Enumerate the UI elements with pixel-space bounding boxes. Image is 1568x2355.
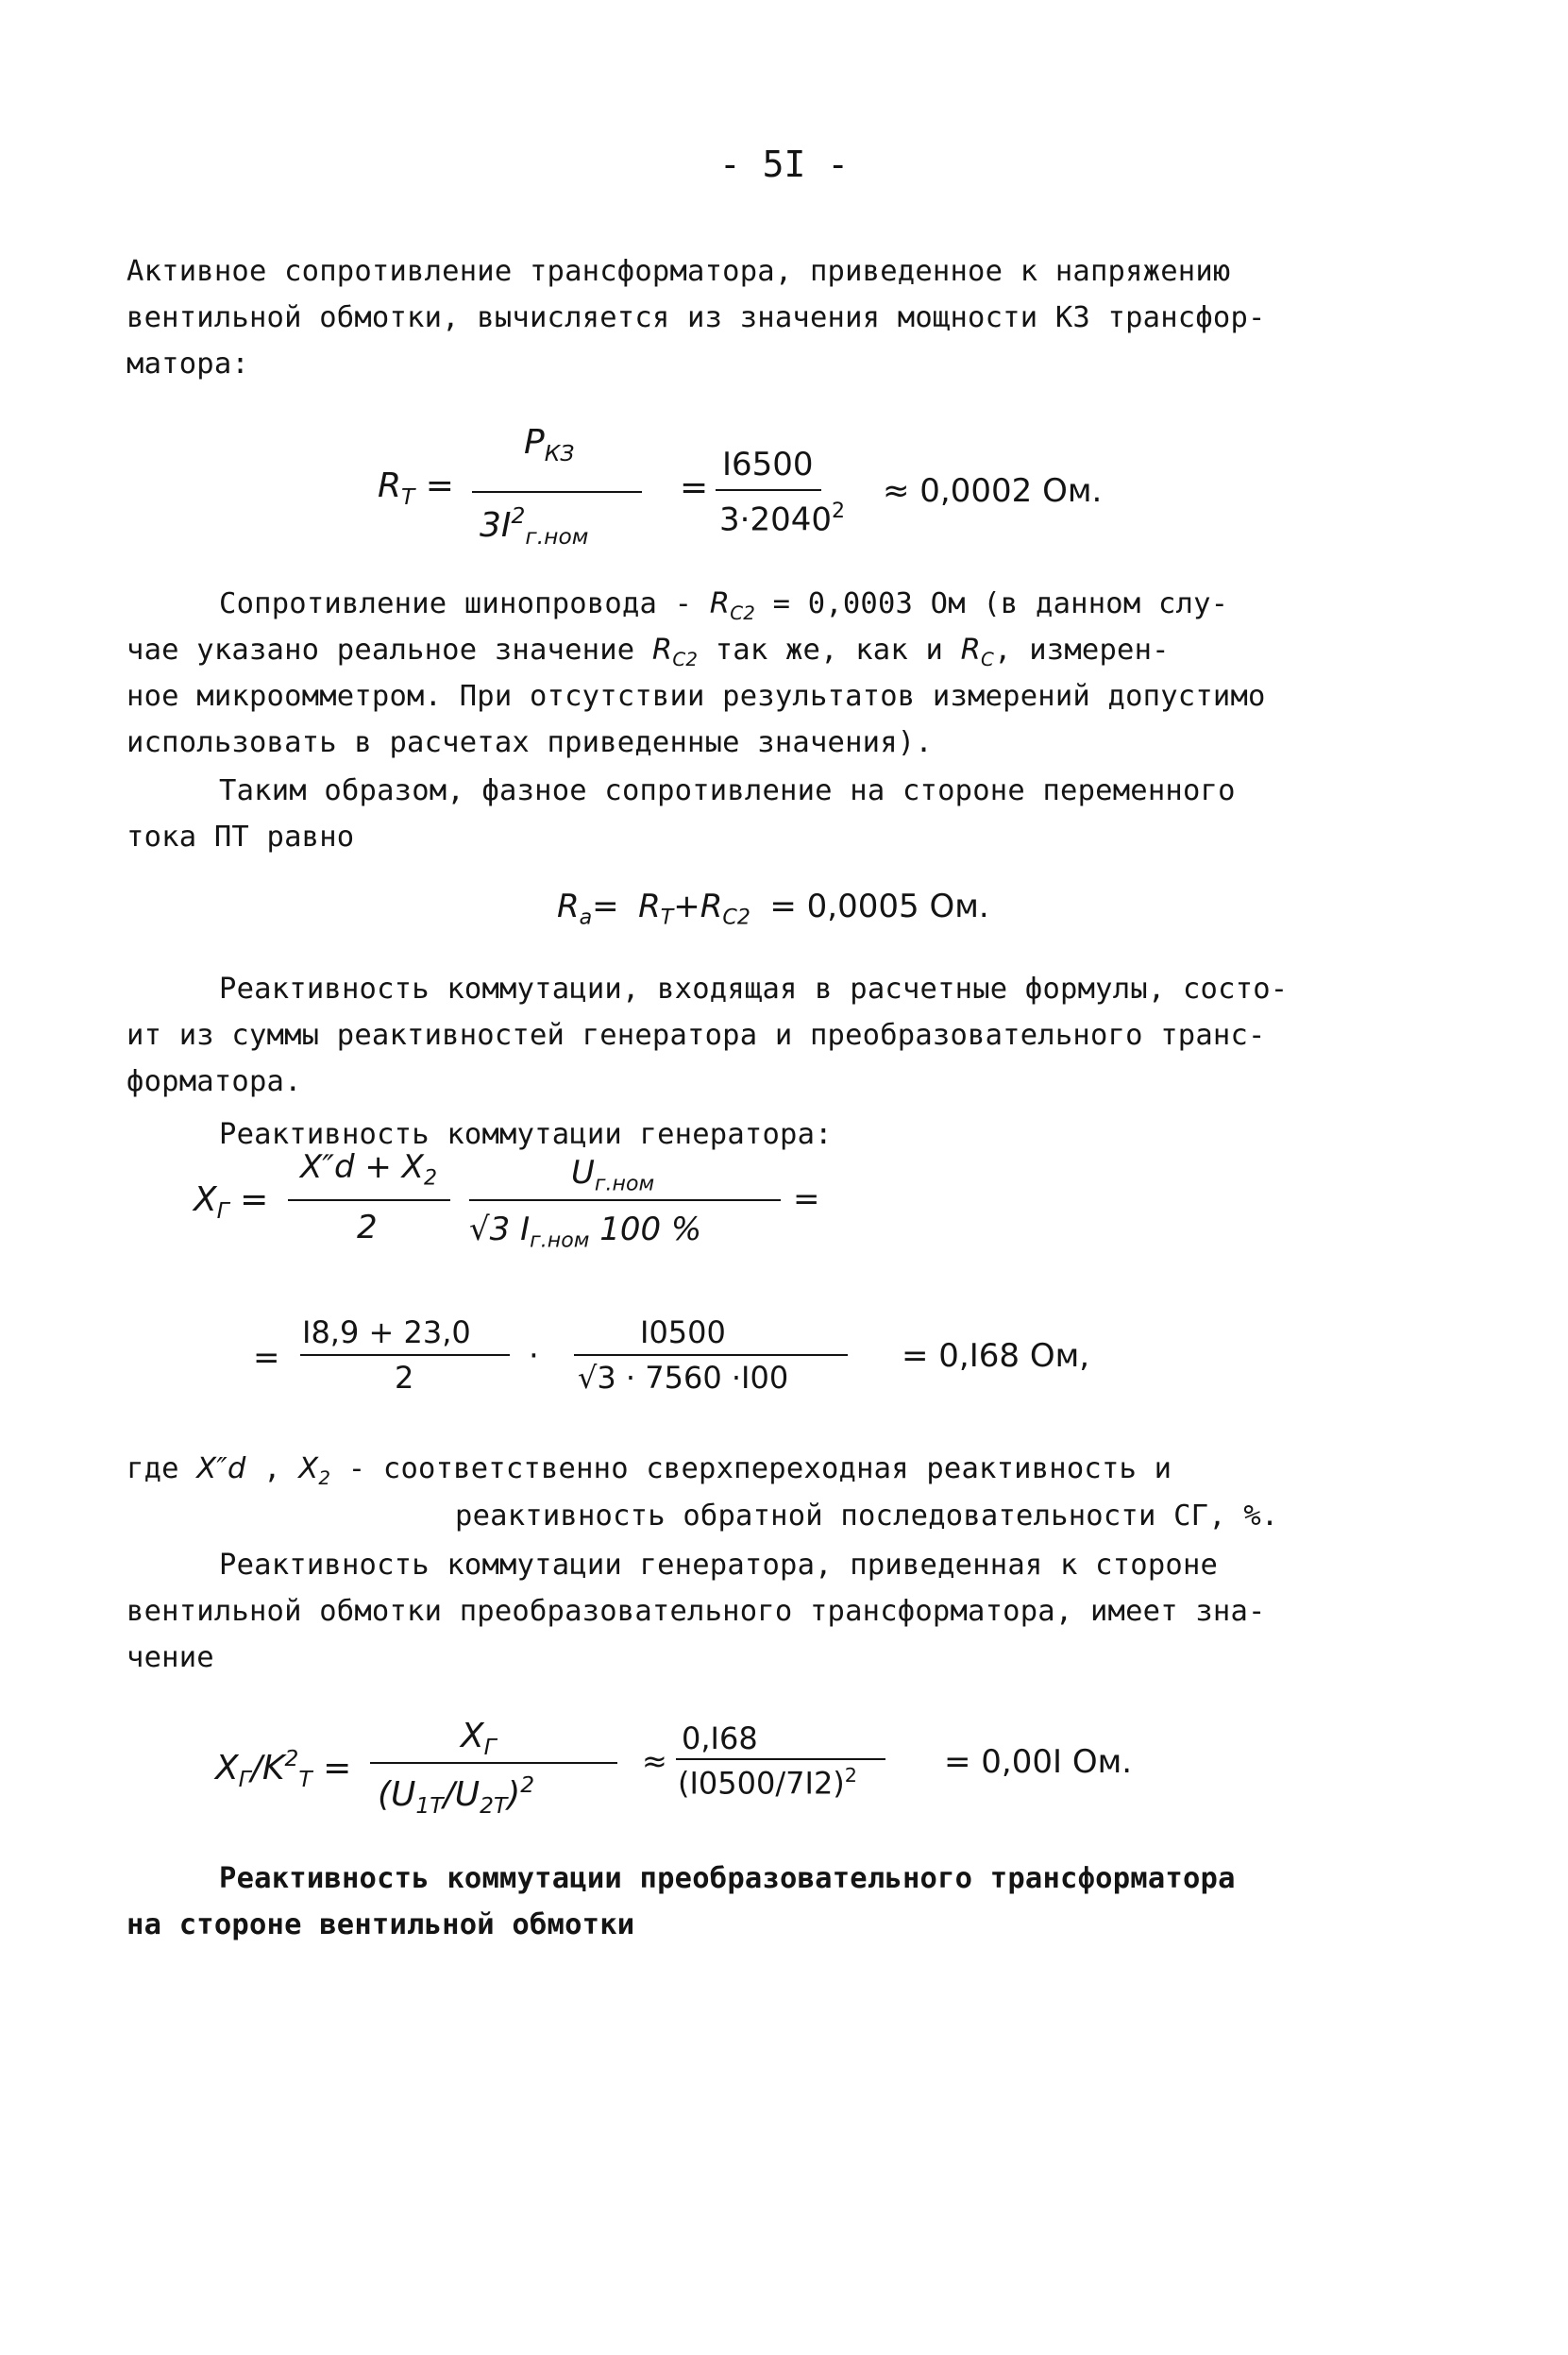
f5-val-den: (I0500/7I2): [678, 1765, 845, 1802]
sym-R-c2-sub: C2: [730, 601, 756, 624]
where-comma: ,: [263, 1452, 281, 1485]
f4-frac1-den: 2: [395, 1360, 414, 1396]
f5-approx: ≈: [642, 1743, 667, 1779]
f4-dot: ·: [529, 1337, 539, 1375]
f5-lhs-a-sub: Г: [238, 1766, 251, 1793]
f5-den-end: ): [507, 1775, 521, 1815]
para2-line2: [126, 634, 1170, 670]
f1-den-sup: 2: [511, 502, 526, 529]
f5-frac-bar: [370, 1762, 617, 1764]
sym-R-c: R: [960, 634, 982, 667]
f1-fraction-bar: [472, 491, 642, 493]
f3-frac1-num: X″d + X: [300, 1148, 424, 1186]
para1-line1: Активное сопротивление трансформатора, приведенное к напряжению: [126, 255, 1231, 288]
f4-frac2-den: √3 · 7560 ·I00: [578, 1360, 789, 1396]
para1-line2: вентильной обмотки, вычисляется из значения мощности КЗ трансфор-: [126, 301, 1266, 334]
f5-den-mid: /U: [443, 1775, 481, 1815]
f4-result: = 0,I68 Ом,: [902, 1337, 1090, 1375]
para2-line1: [219, 587, 1228, 624]
f1-lhs: R: [378, 466, 402, 505]
f3-lhs-sub: Г: [216, 1197, 229, 1225]
f5-num-sub: Г: [483, 1734, 497, 1761]
para2-l2-text-c: , измерен-: [994, 634, 1170, 667]
f4-frac1-num: I8,9 + 23,0: [302, 1314, 471, 1350]
f1-lhs-sub: T: [401, 483, 415, 511]
para2-l2-text-b: так же, как и: [715, 634, 944, 667]
f1-result: ≈ 0,0002 Ом.: [883, 472, 1103, 510]
f2-b-sub: T: [660, 905, 674, 930]
f1-val-bar: [716, 489, 821, 491]
f3-frac2-den-a: √3 I: [469, 1211, 531, 1248]
f3-frac2-num-sub: г.ном: [594, 1171, 655, 1196]
para4-line2: ит из суммы реактивностей генератора и преобразовательного транс-: [126, 1019, 1266, 1052]
f3-eq: =: [240, 1180, 269, 1219]
para4-line3: форматора.: [126, 1065, 302, 1098]
f1-val-den-sup: 2: [831, 499, 846, 523]
para4-line1: Реактивность коммутации, входящая в расчетные формулы, состо-: [219, 973, 1289, 1006]
para7-line1: Реактивность коммутации преобразовательного трансформатора: [219, 1862, 1236, 1895]
f3-eq2: =: [793, 1180, 820, 1218]
para6-line3: чение: [126, 1641, 214, 1674]
f1-den-sub: г.ном: [525, 523, 589, 551]
f2-a-sub: a: [579, 905, 593, 930]
where-sym2: X: [298, 1452, 319, 1485]
where-line2: реактивность обратной последовательности СГ, %.: [455, 1499, 1279, 1533]
where-desc1: - соответственно сверхпереходная реактивность и: [347, 1452, 1172, 1485]
para2-line3: ное микроомметром. При отсутствии результатов измерений допустимо: [126, 680, 1266, 713]
f3-frac2-den-b: 100 %: [599, 1211, 702, 1248]
where-word: где: [126, 1452, 179, 1485]
para7-line2: на стороне вентильной обмотки: [126, 1908, 635, 1941]
f5-val-bar: [676, 1758, 885, 1760]
f5-den-sub1: 1T: [415, 1792, 444, 1820]
f5-result: = 0,00I Ом.: [944, 1743, 1133, 1781]
f5-val-num: 0,I68: [682, 1720, 758, 1756]
f2-b: R: [638, 888, 661, 925]
where-sym2-sub: 2: [318, 1466, 331, 1489]
para5-line1: Реактивность коммутации генератора:: [219, 1118, 833, 1151]
para2-l1-text: Сопротивление шинопровода -: [219, 587, 693, 620]
para6-line2: вентильной обмотки преобразовательного трансформатора, имеет зна-: [126, 1595, 1266, 1628]
f5-lhs-sup: 2: [284, 1745, 299, 1771]
f3-frac1-bar: [288, 1199, 450, 1201]
f5-val-den-sup: 2: [844, 1764, 858, 1787]
f1-num: P: [524, 423, 545, 462]
para6-line1: Реактивность коммутации генератора, приведенная к стороне: [219, 1549, 1219, 1582]
f3-frac1-den: 2: [357, 1209, 378, 1246]
f2-plus: +: [673, 888, 700, 925]
para3-line1: Таким образом, фазное сопротивление на стороне переменного: [219, 774, 1236, 807]
f1-val-num: I6500: [722, 446, 814, 483]
f5-den: (U: [378, 1775, 416, 1815]
f5-lhs-sub: T: [298, 1766, 312, 1793]
f2-result: = 0,0005 Ом.: [769, 888, 989, 925]
f4-frac2-num: I0500: [640, 1314, 726, 1350]
para1-line3: матора:: [126, 347, 249, 381]
f5-den-sup: 2: [520, 1771, 535, 1798]
f2-c: R: [700, 888, 723, 925]
page-number: - 5I -: [718, 144, 850, 185]
para2-line4: использовать в расчетах приведенные значения).: [126, 726, 933, 759]
f5-lhs-slash: /K: [250, 1749, 285, 1788]
para3-line2: тока ПТ равно: [126, 821, 355, 854]
f1-num-sub: КЗ: [544, 440, 575, 467]
f5-lhs-a: X: [215, 1749, 239, 1788]
f3-frac1-num-sub: 2: [423, 1165, 438, 1191]
f1-den: 3I: [480, 506, 512, 546]
f4-eq: =: [253, 1339, 280, 1377]
formula-phase-resistance: [557, 888, 989, 930]
f2-eq: =: [592, 888, 619, 925]
sym-R-c2b-sub: C2: [672, 648, 699, 670]
f2-a: R: [557, 888, 580, 925]
f1-val-den: 3·2040: [719, 500, 832, 539]
sym-R-c2: R: [709, 587, 731, 620]
where-line1: [126, 1452, 1172, 1489]
para2-l1-text-b: = 0,0003 Ом (в данном слу-: [772, 587, 1229, 620]
f5-eq: =: [323, 1749, 352, 1788]
f4-frac2-bar: [574, 1354, 848, 1356]
sym-R-c2b: R: [651, 634, 673, 667]
f3-frac2-num: U: [571, 1154, 595, 1192]
f3-frac2-bar: [469, 1199, 781, 1201]
f5-den-sub2: 2T: [480, 1792, 508, 1820]
f5-num: X: [461, 1717, 484, 1755]
para2-l2-text: чае указано реальное значение: [126, 634, 635, 667]
f2-c-sub: C2: [722, 905, 750, 930]
f4-frac1-bar: [300, 1354, 510, 1356]
f3-lhs: X: [194, 1180, 217, 1219]
sym-R-c-sub: C: [981, 648, 995, 670]
f3-frac2-den-sub: г.ном: [530, 1228, 590, 1253]
document-page: - 5I - Активное сопротивление трансформатора, приведенное к напряжению вентильной обмотки, вычисляется из значения мощности КЗ трансфор- матора: $R_T$ = $P_{КЗ}$ $3I^2_{г.ном}$ = I6500 $3\cdot 2040^2$ ≈ 0,0002 Ом. Сопротивление шинопровода - $R_{C2} = 0,0003$ Ом (в данном слу- чае указано реальное значение $R_{C2}$ так же, как и $R_C$, измерен- ное микроомметром. При отсутствии результатов измерений допустимо использовать в расчетах приведенные значения). Таким образом, фазное сопротивление на стороне переменного тока ПТ равно $R_a= R_T+R_{C2} = 0,0005$ Ом. Реактивность коммутации, входящая в расчетные формулы, состо- ит из суммы реактивностей генератора и преобразовательного транс- форматора. Реактивность коммутации генератора: $X_Г$ = $X''d + X_2$ 2 $U_{г.ном}$ √3 $I_{г.ном}$ 100 % = = I8,9 + 23,0 2 · I0500 √3 · 7560 ·I00 = 0,I68 Ом, где X″d , $X_2$ - соответственно сверхпереходная реактивность и реактивность обратной последовательности СГ, %. Реактивность коммутации генератора, приведенная к стороне вентильной обмотки преобразовательного трансформатора, имеет зна- чение $X_Г/K^2_T$ = $X_Г$ $(U_{1T}/U_{2T})^2$ ≈ 0,I68 $(I0500/7I2)^2$ = 0,00I Ом. Реактивность коммутации преобразовательного трансформатора на стороне вентильной обмотки: [0, 0, 1568, 2355]
where-sym1: X″d: [196, 1452, 246, 1485]
